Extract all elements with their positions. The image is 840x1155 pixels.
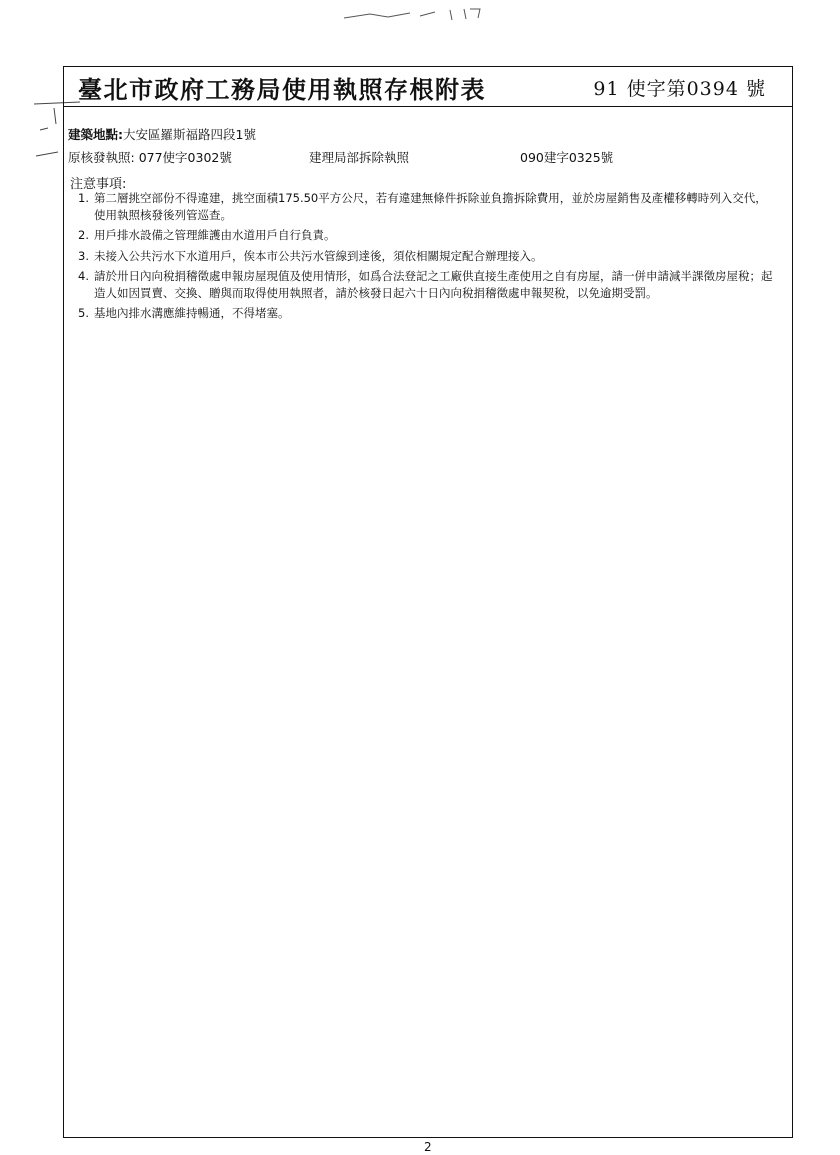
note-text: 未接入公共污水下水道用戶，俟本市公共污水管線到達後，須依相關規定配合辦理接入。: [94, 248, 543, 263]
original-license-line: [68, 148, 232, 166]
note-text: 基地內排水溝應維持暢通，不得堵塞。: [94, 306, 290, 320]
document-title: 臺北市政府工務局使用執照存根附表: [78, 75, 486, 104]
document-frame: [63, 66, 793, 1138]
permit-number: 91 使字第0394 號: [593, 78, 766, 100]
original-license-label: 原核發執照:: [68, 150, 135, 165]
location-label: 建築地點:: [68, 127, 123, 142]
note-item: [78, 227, 778, 244]
note-number: 3.: [78, 248, 89, 263]
notes-heading: 注意事項:: [70, 177, 127, 192]
note-number: 1.: [78, 191, 89, 205]
note-item: [78, 305, 778, 322]
notes-list: [78, 190, 778, 326]
title-row: [64, 67, 792, 107]
note-number: 5.: [78, 306, 89, 320]
note-item: [78, 190, 778, 223]
demolition-value: 090建字0325號: [520, 150, 614, 165]
demolition-label: 建理局部拆除執照: [309, 150, 410, 165]
location-value: 大安區羅斯福路四段1號: [123, 127, 256, 142]
scan-noise-mark: [340, 4, 490, 22]
note-item: [78, 268, 778, 301]
note-text: 請於卅日內向稅捐稽徵處申報房屋現值及使用情形，如爲合法登記之工廠供直接生產使用之自有房屋，請一併申請減半課徵房屋稅；起造人如因買賣、交換、贈與而取得使用執照者，請於核發日起六十日內向稅捐稽徵處申報契稅，以免逾期受罰。: [94, 269, 773, 300]
note-text: 用戶排水設備之管理維護由水道用戶自行負責。: [94, 228, 336, 242]
location-line: [68, 125, 256, 143]
note-text: 第二層挑空部份不得違建，挑空面積175.50平方公尺，若有違建無條件拆除並負擔拆除費用，並於房屋銷售及產權移轉時列入交代，使用執照核發後列管巡查。: [94, 191, 767, 222]
page-number: 2: [424, 1140, 432, 1154]
note-number: 2.: [78, 228, 89, 242]
note-number: 4.: [78, 269, 89, 283]
note-item: [78, 248, 778, 265]
original-license-value: 077使字0302號: [138, 150, 232, 165]
